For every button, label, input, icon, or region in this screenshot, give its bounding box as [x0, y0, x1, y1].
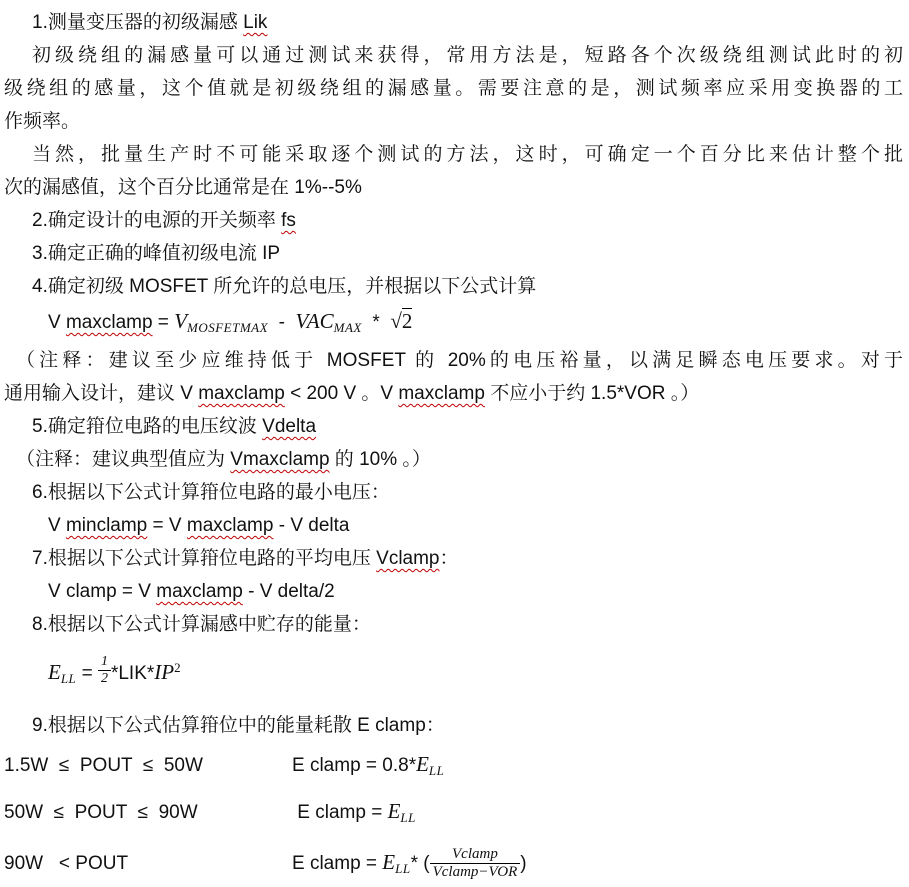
text-segment: E — [387, 799, 401, 823]
text-segment: E — [416, 752, 429, 776]
text-segment: （注释：建议至少应维持低于 MOSFET 的 20%的电压裕量，以满足瞬态电压要求。对于 — [16, 350, 903, 371]
step6-heading — [32, 476, 905, 509]
para1-line1 — [32, 39, 903, 72]
text-segment: *LIK* — [110, 663, 155, 684]
para2-line2 — [4, 171, 905, 204]
misspelled-word: fs — [281, 210, 296, 231]
text-segment: 50W ≤ POUT ≤ 90W — [4, 802, 198, 823]
sqrt-radical: √2 — [390, 309, 413, 333]
para1-line3 — [4, 105, 905, 138]
power-row-3 — [4, 844, 905, 887]
step9-heading — [32, 709, 905, 742]
para2-line1 — [32, 138, 903, 171]
text-segment: 当然，批量生产时不可能采取逐个测试的方法，这时，可确定一个百分比来估计整个批 — [32, 144, 903, 165]
text-segment: 初级绕组的漏感量可以通过测试来获得，常用方法是，短路各个次级绕组测试此时的初 — [32, 45, 903, 66]
note1-line2 — [4, 377, 905, 410]
text-segment: E — [48, 660, 61, 684]
text-segment: - V delta/2 — [242, 581, 335, 602]
text-segment: - — [268, 312, 296, 333]
misspelled-word: Vmaxclamp — [230, 449, 330, 470]
formula-ell — [48, 651, 905, 695]
text-segment: 5.确定箝位电路的电压纹波 — [32, 416, 263, 437]
misspelled-word: maxclamp — [398, 383, 485, 404]
misspelled-word: maxclamp — [186, 515, 274, 536]
step2-heading — [32, 204, 905, 237]
misspelled-word: maxclamp — [156, 581, 243, 602]
text-segment: LL — [428, 763, 445, 778]
text-segment: - V delta — [273, 515, 350, 536]
text-segment: 6.根据以下公式计算箝位电路的最小电压： — [32, 482, 390, 503]
text-segment: = — [76, 663, 98, 684]
text-segment: MOSFETMAX — [187, 320, 269, 335]
para1-line2 — [4, 72, 903, 105]
text-segment: 8.根据以下公式计算漏感中贮存的能量： — [32, 614, 371, 635]
note2-line — [16, 443, 905, 476]
text-segment: ： — [439, 548, 459, 569]
text-segment: * ( — [410, 853, 430, 874]
step8-heading — [32, 608, 905, 641]
text-segment: LL — [400, 810, 416, 825]
text-segment: * — [361, 312, 391, 333]
step7-heading — [32, 542, 905, 575]
formula-vminclamp — [48, 509, 905, 542]
step5-heading — [32, 410, 905, 443]
text-segment: 级绕组的感量，这个值就是初级绕组的漏感量。需要注意的是，测试频率应采用变换器的工 — [4, 78, 903, 99]
step3-heading — [32, 237, 905, 270]
misspelled-word: maxclamp — [65, 312, 153, 333]
formula-vclamp — [48, 575, 905, 608]
power-row-2 — [4, 793, 905, 836]
text-segment: ) — [520, 853, 527, 874]
text-segment: 4.确定初级 MOSFET 所允许的总电压，并根据以下公式计算 — [32, 276, 537, 297]
text-segment: E clamp = — [292, 853, 383, 874]
text-segment: E clamp = — [292, 802, 388, 823]
text-segment: 不应小于约 1.5*VOR 。） — [484, 383, 700, 404]
misspelled-word: Vdelta — [262, 416, 317, 437]
text-segment: LL — [395, 861, 411, 876]
text-segment: 9.根据以下公式估算箝位中的能量耗散 E clamp： — [32, 715, 445, 736]
misspelled-word: Vclamp — [376, 548, 440, 569]
text-segment: 的 10% 。） — [329, 449, 431, 470]
text-segment: = — [152, 312, 175, 333]
text-segment: 90W < POUT — [4, 853, 129, 874]
fraction: $\frac{\text{Vclamp}}{\text{Vclamp−VOR}}$ — [430, 846, 521, 882]
misspelled-word: Lik — [243, 12, 268, 33]
text-segment: < 200 V 。V — [284, 383, 399, 404]
text-segment: （注释：建议典型值应为 — [16, 449, 231, 470]
text-segment: IP — [154, 660, 175, 684]
text-segment: V — [174, 309, 188, 333]
text-segment: 7.根据以下公式计算箝位电路的平均电压 — [32, 548, 377, 569]
step1-heading — [32, 6, 905, 39]
text-segment: 2.确定设计的电源的开关频率 — [32, 210, 282, 231]
text-segment: V clamp = V — [48, 581, 157, 602]
text-segment: 3.确定正确的峰值初级电流 IP — [32, 243, 281, 264]
text-segment: 1.5W ≤ POUT ≤ 50W — [4, 755, 203, 776]
text-segment: VAC — [295, 309, 334, 333]
text-segment: 2 — [174, 660, 181, 675]
misspelled-word: maxclamp — [198, 383, 285, 404]
step4-heading — [32, 270, 905, 303]
note1-line1 — [16, 344, 903, 377]
power-row-1 — [4, 746, 905, 789]
text-segment: V — [48, 312, 66, 333]
text-segment: = V — [147, 515, 187, 536]
text-segment: V — [48, 515, 66, 536]
text-segment: 通用输入设计，建议 V — [4, 383, 199, 404]
text-segment: 次的漏感值，这个百分比通常是在 1%--5% — [4, 177, 362, 198]
text-segment: LL — [60, 671, 77, 686]
misspelled-word: minclamp — [65, 515, 148, 536]
text-segment: E clamp = 0.8* — [292, 755, 417, 776]
text-segment: 作频率。 — [4, 111, 81, 132]
formula-vmaxclamp — [48, 305, 905, 344]
text-segment: 1.测量变压器的初级漏感 — [32, 12, 244, 33]
text-segment: MAX — [333, 320, 362, 335]
fraction: $\frac{1}{2}$ — [98, 654, 111, 687]
text-segment: E — [382, 850, 396, 874]
